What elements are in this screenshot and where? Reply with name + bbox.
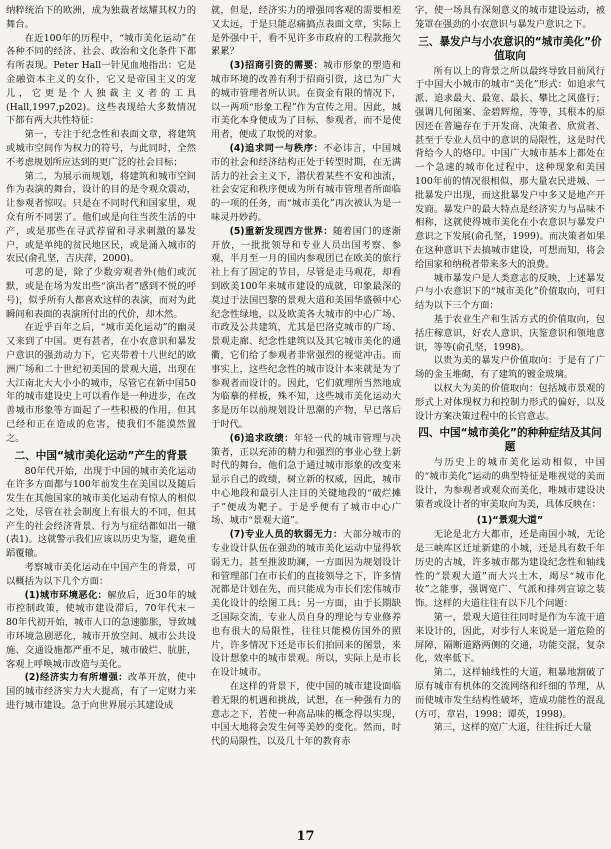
item-text: 不必讳言，中国城市的社会和经济结构正处于转型时期，在无满活力的社会主义下，潜伏着某些不安和浊流，社会安定和秩序便成为所有城市管理者所面临的一项的任务，而“城市美化”再次被认为是一味灵丹妙药。	[211, 142, 401, 223]
paragraph: 所有以上的背景之所以最终导致目前风行于中国大小城市的城市“美化”形式：如追求气派、追求最大、最宽、最长、攀比之风盛行；强调几何图案、金碧辉煌，等等，其根本的原因还在普遍存在于开发商、决策者、欣赏者、甚至于专业人员中的意识的局限性，这是时代背给今人的烙印。中国广大城市基本上都处在一个急速的城市化过程中，这种现象和美国100年前的情况很相似，那大量农民进城、一批暴发户出现，而这批暴发户中多又是地产开发商。暴发户的最大特点是经济实力与品味不相称，这就使得城市美化在小农意识与暴发户意识之下发展(俞孔坚，1999)。而决策者如果在这种意识下去搞城市建设，可想而知，将会给国家和纳税者带来多大的浪费。	[415, 65, 605, 270]
paragraph: 80年代开始，出现于中国的城市美化运动在许多方面都与100年前发生在美国以及随后发生在其他国家的城市美化运动有惊人的相似之处，尽管在社会制度上有很大的不同，但其产生的社会经济背景、行为与症结都如出一辙(表1)。这就警示我们应该以历史为鉴，避免重蹈覆辙。	[6, 465, 196, 560]
list-item	[211, 225, 401, 432]
list-item	[6, 671, 196, 712]
item-lead: (3)招商引资的需要：	[229, 60, 324, 72]
journal-page	[6, 4, 606, 832]
paragraph: 第一，景观大道往往同时是作为车流干道来设计的，因此，对步行人来说是一道危险的屏障，隔断道路两侧的交通，功能交混，复杂化，效率低下。	[415, 612, 605, 665]
item-text: 城市形象的塑造和城市环境的改善有利于招商引资，这已为广大的城市管理者所认识。在资金有限的情况下，以一两项“形象工程”作为宣传之用。因此，城市美化本身便成为了目标，参观者，而不是使用者，便成了取悦的对象。	[211, 60, 401, 141]
paragraph: 基于农业生产和生活方式的价值取向，包括庄稼意识，好农人意识，庆鉴意识和领地意识，等等(俞孔坚，1998)。	[415, 313, 605, 353]
page-number: 17	[296, 829, 315, 844]
item-lead: (6)追求政绩：	[229, 432, 294, 444]
paragraph: 与历史上的城市美化运动相似，中国的“城市美化”运动的典型特征是唯视觉的美而设计，为参观者或观众而美化，唯城市建设决策者或设计者的审美取向为美，具体反映在：	[415, 457, 605, 510]
column-right	[415, 4, 605, 830]
section-heading: 三、暴发户与小农意识的“城市美化”价值取向	[418, 35, 602, 62]
item-lead: (5)重新发现西方世界：	[229, 225, 334, 237]
subsection-heading: (1)“景观大道”	[476, 514, 544, 526]
section-heading: 四、中国“城市美化”的种种症结及其问题	[418, 427, 602, 454]
list-item	[211, 432, 401, 529]
paragraph: 考察城市美化运动在中国产生的背景，可以概括为以下几个方面：	[6, 562, 196, 587]
item-text: 随着国门的逐渐开放，一批批领导和专业人员出国考察、参观，半月至一月的国内参观团已在欧美的旅行社上有了固定的节目，尽管是走马观花，却看到欧美100年来城市建设的成就，印象最深的莫过于法国巴黎的景观大道和美国华盛顿中心纪念性绿地，以及欧美各大城市的中心广场、市政及公共建筑，尤其是巴洛克城市的广场、景观走廊、纪念性建筑以及其它城市美化的通衢，它们给了参观者非常强烈的视觉冲击。而事实上，这些纪念性的城市设计本来就是为了参观者而设计的。因此，它们就理所当然地成为临摹的样板，殊不知，这些城市美化运动大多是历年以前规划设计思潮的产物，早已落后于时代。	[211, 225, 401, 430]
paragraph: 第二，这样轴线性的大道，粗暴地割破了原有城市有机体的交流网络和纤细的节理，从而使城市发生结构性破坏，造成功能性的混乱(方可，章岩，1998；谭英，1998)。	[415, 667, 605, 720]
paragraph: 在这样的背景下，使中国的城市建设面临着无限的机遇和挑战，试想，在一种强有力的意志之下，若使一种高品味的概念得以实现，中国大地将会发生何等美妙的变化。然而，时代的局限性，以及几十年的教育赤	[211, 681, 401, 748]
paragraph: 以权大为美的价值取向：包括城市景观的形式上对体现权力和控制力形式的偏好，以及设计方案决策过程中的长官意志。	[415, 382, 605, 422]
paragraph: 字，使一场具有深刻意义的城市建设运动，被笼罩在强劲的小农意识与暴发户意识之下。	[415, 5, 605, 30]
paragraph: 无论是北方大都市，还是南国小城，无论是三峡库区迁址新建的小城，还是具有数千年历史的古城，许多城市都为建设纪念性和轴线性的“景观大道”而大兴土木，竭尽“城市化妆”之能事，强调宽广、气派和排列宣谅之装饰。这样的大道往往有以下几个问题：	[415, 529, 605, 610]
item-text: 大部分城市的专业设计队伍在强劲的城市美化运动中显得软弱无力，甚至推波助澜，一方面因为规划设计和管理部门在市长们的直接领导之下，许多情况都是计划在先，而只能成为市长们宏伟城市美化设计的绘图工具；另一方面，由于长期缺乏国际交流，专业人员自身的理论与专业修养也有很大的局限性，往往只能模仿国外的照片，许多情况下还是市长们拍回来的图景，来设计想象中的城市景观。所以，实际上是市长在设计城市。	[211, 529, 401, 679]
list-item	[211, 142, 401, 225]
paragraph: 第三，这样的宽广大道，往往拆迁大量	[433, 722, 592, 734]
item-lead: (4)追求同一与秩序：	[229, 142, 324, 154]
item-lead: (1)城市环境恶化：	[24, 589, 108, 601]
list-item	[6, 589, 196, 672]
paragraph: 以贵为美的暴发户价值取向：于是有了广场的金玉堆砌，有了建筑的镀金玻璃。	[415, 355, 605, 381]
paragraph: 可悲的是，除了少数旁观者外(他们或沉默，或是在场为发出些“演出者”感到不悦的呼号)，似乎所有人都喜欢这样的表演，而对为此瞬间和表面的表演所付出的代价，却木然。	[6, 267, 196, 320]
paragraph: 第一，专注于纪念性和表面文章，将建筑或城市空间作为权力的符号，与此同时，全然不考虑规划所应达到的更广泛的社会目标；	[6, 129, 196, 168]
item-lead: (2)经济实力有所增强：	[24, 672, 129, 684]
item-lead: (7)专业人员的软弱无力：	[229, 529, 343, 541]
column-left	[6, 4, 196, 830]
list-item	[211, 59, 401, 142]
item-text: 解放后，近30年的城市控制政策，使城市建设滞后，70年代末－80年代初开始，城市人口的急速膨胀，导致城市环境急剧恶化，城市开放空间、城市公共设施、交通设施都严重不足，城市破烂、肮脏，客观上呼唤城市改造与美化。	[6, 589, 196, 670]
item-text: 年轻一代的城市管理与决策者，正以充沛的精力和强烈的事业心登上新时代的舞台，他们急于通过城市形象的改变来显示自己的政绩，树立新的权威，因此，城市中心地段和最引人注目的关键地段的“破烂摊子”便成为靶子。于是乎便有了城市中心广场、城市“景观大道”。	[211, 432, 401, 527]
item-text: 改革开放，使中国的城市经济实力大大提高，有了一定财力来进行城市建设。急于向世界展示其建设成	[6, 672, 196, 712]
list-item	[211, 528, 401, 680]
paragraph: 纳粹统治下的欧洲，成为独裁者炫耀其权力的舞台。	[6, 5, 196, 30]
paragraph: 第二，为展示而规划，将建筑和城市空间作为表演的舞台，设计的目的是令观众震动，让参观者惊叹。只是在不同时代和国家里，观众有所不同罢了。他们或是向往当茨生活的中产，或是那些在寻武荐留和寻求刺激的暴发户，或是单纯的贫民地区民，或是涌入城市的农民(俞孔坚，吉庆萍，2000)。	[6, 170, 196, 265]
section-heading: 二、中国“城市美化运动”产生的背景	[14, 449, 188, 462]
paragraph: 城市暴发户是人类意志的反映，上述暴发户与小农意识下的“城市美化”价值取向，可归结为以下三个方面：	[415, 272, 605, 312]
column-middle	[211, 4, 401, 830]
paragraph: 在近100年的历程中，“城市美化运动”在各种不同的经济、社会、政治和文化条件下都有所表现。Peter Hall一针见血地指出：它是金融资本主义的女仆，它又是帝国主义的宠儿，它更是个人独裁主义者的工具(Hall,1997,p202)。这些表现给大多数情况下都有两大共性特征：	[6, 32, 196, 127]
paragraph: 在近乎百年之后，“城市美化运动”的幽灵又来到了中国。更有甚者，在小农意识和暴发户意识的强劲动力下，它夹带着十八世纪的欧洲广场和二十世纪初美国的景观大道，出现在大江南北大大小小的城市，尽管它在新中国50年的城市建设史上可以看作是一种进步，在改善城市形象等方面起了一些积极的作用，但其已经和正在造成的危害，使我们不能漠然置之。	[6, 322, 196, 444]
paragraph: 就，但是，经济实力的增强同客观的需要相差又太远，于是只能忍痛搞点表面文章，实际上是外强中干，看不见许多市政府的工程款拖欠累累？	[211, 5, 401, 58]
